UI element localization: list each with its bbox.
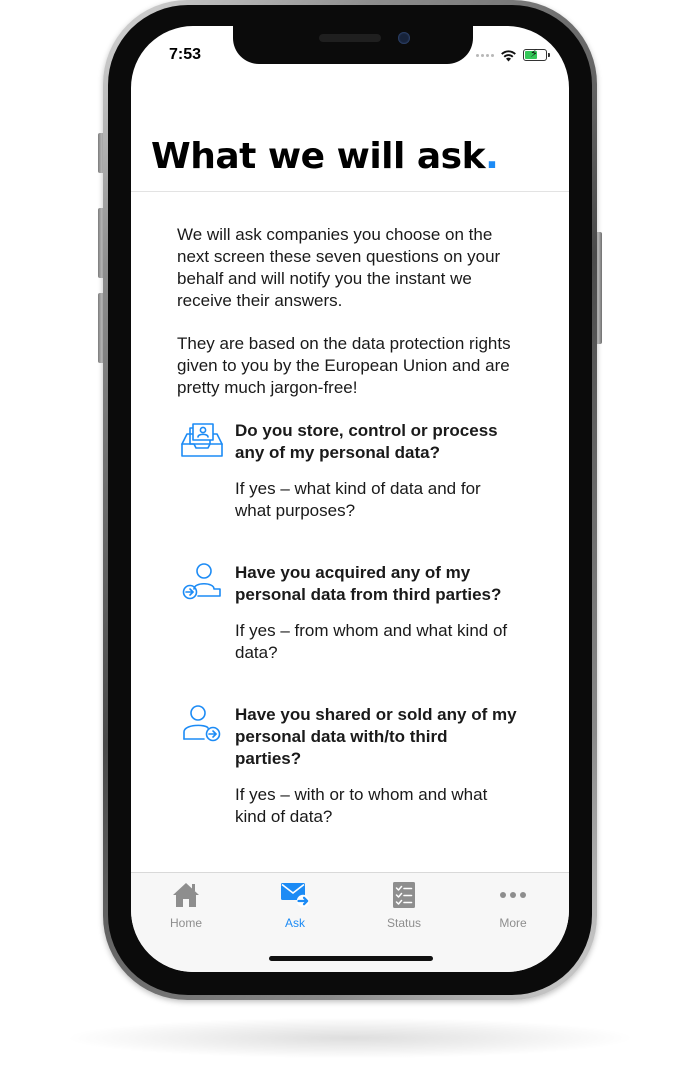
question-title: Have you acquired any of my personal data from third parties?	[235, 563, 502, 604]
tab-label: Home	[169, 916, 202, 930]
question-item	[177, 562, 517, 664]
title-accent-dot: .	[485, 136, 499, 177]
intro-text	[177, 224, 517, 399]
notch	[233, 26, 473, 64]
home-indicator[interactable]	[269, 956, 433, 961]
question-subtitle: If yes – what kind of data and for what purposes?	[235, 479, 481, 520]
question-subtitle: If yes – from whom and what kind of data?	[235, 621, 508, 662]
page-title-text: What we will ask	[151, 136, 486, 177]
wifi-icon	[500, 49, 517, 62]
tab-status[interactable]	[350, 881, 458, 930]
user-outgoing-icon	[180, 704, 224, 748]
device-shadow	[70, 1018, 630, 1058]
tab-label: Ask	[284, 916, 305, 930]
more-dots-icon	[498, 881, 528, 909]
mail-forward-icon	[280, 881, 310, 909]
question-item	[177, 420, 517, 522]
header-divider	[131, 191, 569, 192]
data-storage-icon	[180, 420, 224, 464]
intro-paragraph-1: We will ask companies you choose on the next screen these seven questions on your behalf and will notify you the instant we receive their answers.	[177, 225, 501, 310]
cellular-dots-icon	[476, 54, 494, 57]
question-title: Do you store, control or process any of my personal data?	[235, 421, 498, 462]
scroll-content[interactable]	[177, 224, 517, 868]
question-item	[177, 704, 517, 828]
page-title	[151, 136, 498, 177]
phone-screen	[131, 26, 569, 972]
front-camera	[398, 32, 410, 44]
tab-label: More	[499, 916, 527, 930]
user-incoming-icon	[180, 562, 224, 606]
question-title: Have you shared or sold any of my personal data with/to third parties?	[235, 705, 517, 768]
tab-home[interactable]	[132, 881, 240, 930]
tab-more[interactable]	[459, 881, 567, 930]
checklist-icon	[389, 881, 419, 909]
tab-ask[interactable]	[241, 881, 349, 930]
status-time: 7:53	[169, 46, 202, 63]
battery-charging-icon: ⚡	[523, 49, 547, 61]
tab-label: Status	[386, 916, 422, 930]
status-icons	[476, 46, 547, 64]
earpiece-speaker	[319, 34, 381, 42]
intro-paragraph-2: They are based on the data protection rights given to you by the European Union and are pretty much jargon-free!	[177, 334, 511, 397]
question-subtitle: If yes – with or to whom and what kind of data?	[235, 785, 488, 826]
home-icon	[171, 881, 201, 909]
